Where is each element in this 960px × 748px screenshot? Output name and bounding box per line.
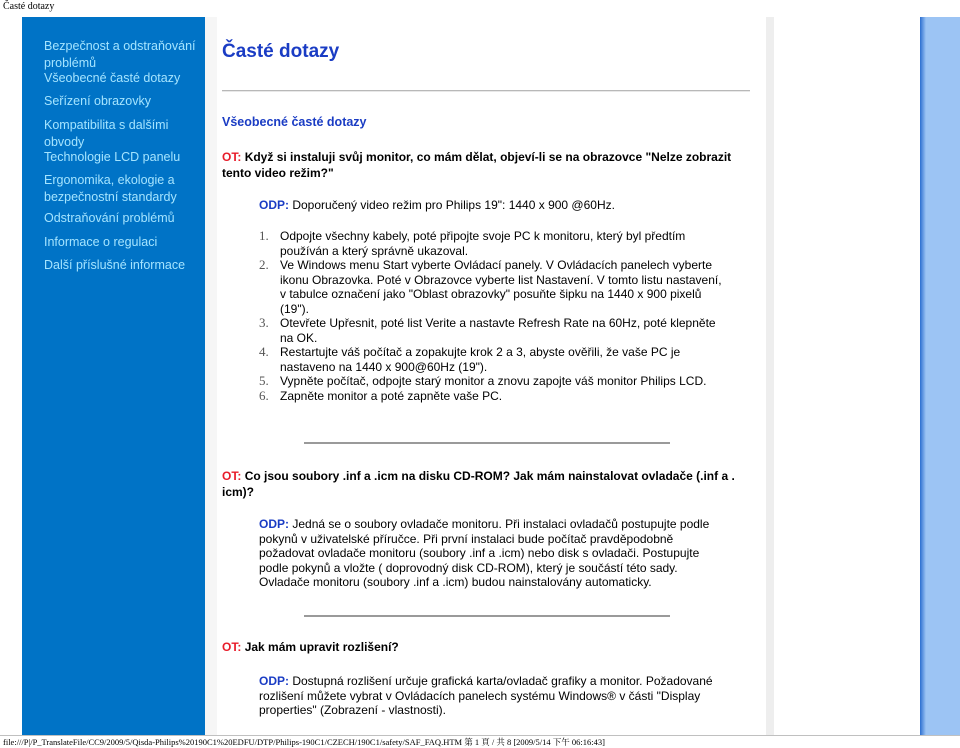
sidebar-item-safety[interactable]: Bezpečnost a odstraňování problémů <box>44 39 196 70</box>
sidebar-item-ergonomics[interactable]: Ergonomika, ekologie a bezpečnostní standardy <box>44 173 177 204</box>
right-decorative-bar <box>920 17 960 735</box>
answer-label: ODP: <box>259 674 289 688</box>
sidebar-item-lcd-technology[interactable]: Technologie LCD panelu <box>44 150 181 164</box>
sidebar-item-compatibility[interactable]: Kompatibilita s dalšími obvody <box>44 118 169 149</box>
list-item: 2. Ve Windows menu Start vyberte Ovládací panely. V Ovládacích panelech vyberte ikonu Obrazovka. Poté v Obrazovce vyberte list Nastavení. V tomto listu nastavení, v tabulce označení jako "Oblast obrazovky" posuňte šipku na 1440 x 900 pixelů (19"). <box>259 257 722 316</box>
question-text: Když si instaluji svůj monitor, co mám dělat, objeví-li se na obrazovce "Nelze zobrazit tento video režim?" <box>222 150 732 180</box>
faq-divider <box>304 442 670 444</box>
question-text: Co jsou soubory .inf a .icm na disku CD-ROM? Jak mám nainstalovat ovladače (.inf a . icm)? <box>222 469 735 499</box>
section-subtitle: Všeobecné časté dotazy <box>222 115 367 129</box>
sidebar-item-faq[interactable]: Všeobecné časté dotazy <box>44 71 181 85</box>
faq-question <box>222 468 742 500</box>
steps-list <box>259 229 729 403</box>
question-label: OT: <box>222 469 242 483</box>
answer-text: Dostupná rozlišení určuje grafická karta/ovladač grafiky a monitor. Požadované rozlišení můžete vybrat v Ovládacích panelech systému Windows® v části "Display properties" (Zobrazení - vlastnosti). <box>259 674 713 717</box>
main-content <box>222 17 766 735</box>
list-item: 5. Vypněte počítač, odpojte starý monitor a znovu zapojte váš monitor Philips LCD. <box>259 373 707 388</box>
faq-divider <box>304 615 670 617</box>
sidebar-item-troubleshooting[interactable]: Odstraňování problémů <box>44 211 175 225</box>
page-title: Časté dotazy <box>222 41 340 62</box>
content-right-border <box>766 17 774 735</box>
window-title: Časté dotazy <box>3 1 55 12</box>
question-label: OT: <box>222 640 242 654</box>
answer-text: Jedná se o soubory ovladače monitoru. Při instalaci ovladačů postupujte podle pokynů v uživatelské příručce. Při první instalaci bude počítač pravděpodobně požadovat ovladače monitoru (soubory .inf a .icm) nebo disk s ovladači. Postupujte podle pokynů a vložte ( doprovodný disk CD-ROM), který je součástí této sady. Ovladače monitoru (soubory .inf a .icm) budou nainstalovány automaticky. <box>259 517 710 589</box>
answer-text: Doporučený video režim pro Philips 19": 1440 x 900 @60Hz. <box>292 198 615 212</box>
question-text: Jak mám upravit rozlišení? <box>244 640 399 654</box>
sidebar-item-regulatory[interactable]: Informace o regulaci <box>44 235 158 249</box>
list-item: 3. Otevřete Upřesnit, poté list Verite a nastavte Refresh Rate na 60Hz, poté klepněte na OK. <box>259 315 716 345</box>
sidebar-item-other-info[interactable]: Další příslušné informace <box>44 258 186 272</box>
faq-question <box>222 639 742 655</box>
faq-answer <box>259 674 719 718</box>
title-divider <box>222 90 750 92</box>
faq-question <box>222 149 742 181</box>
sidebar-item-screen-adjust[interactable]: Seřízení obrazovky <box>44 94 151 108</box>
answer-label: ODP: <box>259 517 289 531</box>
footer-path: file:///P|/P_TranslateFile/CC9/2009/5/Qisda-Philips%20190C1%20EDFU/DTP/Philips-190C1/CZECH/190C1/safety/SAF_FAQ.HTM 第 1 頁 / 共 8 [2009/5/14 下午 06:16:43] <box>3 737 605 747</box>
answer-label: ODP: <box>259 198 289 212</box>
list-item: 6. Zapněte monitor a poté zapněte vaše PC. <box>259 387 503 403</box>
list-item: 1. Odpojte všechny kabely, poté připojte svoje PC k monitoru, který byl předtím používán a který správně ukazoval. <box>259 228 686 258</box>
faq-answer <box>259 517 719 590</box>
question-label: OT: <box>222 150 242 164</box>
faq-answer <box>259 198 719 213</box>
list-item: 4. Restartujte váš počítač a zopakujte krok 2 a 3, abyste ověřili, že vaše PC je nastaveno na 1440 x 900@60Hz (19"). <box>259 344 681 374</box>
